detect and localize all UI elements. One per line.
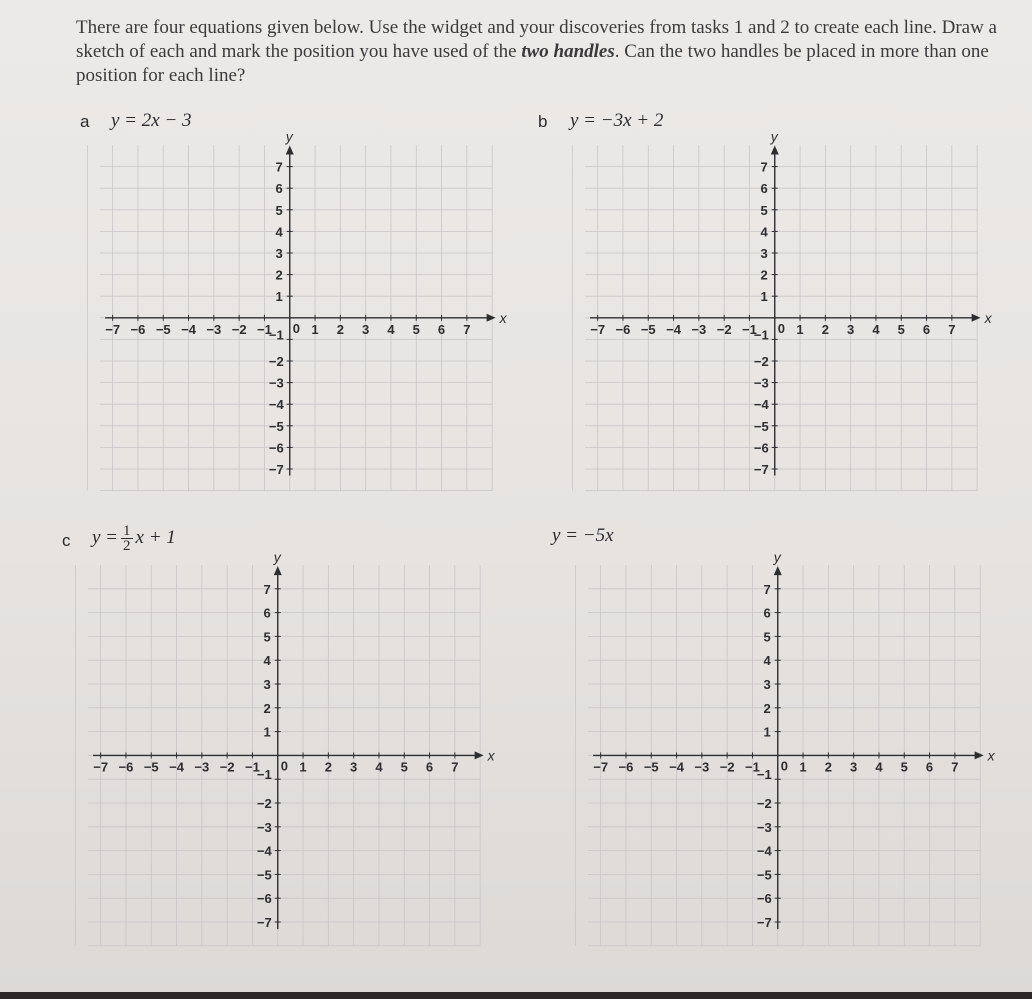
x-tick-label: 3 xyxy=(847,321,855,337)
x-tick-label: −7 xyxy=(93,759,109,775)
question-d-equation: y = −5x xyxy=(552,525,614,546)
y-axis-arrow-icon xyxy=(774,566,782,575)
x-tick-label: −2 xyxy=(716,321,732,337)
y-tick-label: 6 xyxy=(275,181,283,197)
x-tick-label: 6 xyxy=(922,321,931,337)
x-tick-label: 1 xyxy=(299,759,307,775)
x-tick-label: −6 xyxy=(118,759,134,775)
instructions-emphasis: two handles xyxy=(521,41,615,62)
y-tick-label: −1 xyxy=(256,767,272,783)
y-tick-label: 6 xyxy=(263,605,271,621)
y-tick-label: −5 xyxy=(756,867,772,883)
x-tick-label: −5 xyxy=(640,321,656,337)
x-tick-label: −1 xyxy=(245,759,260,775)
x-axis-label: x xyxy=(987,747,995,764)
question-b-equation: y = −3x + 2 xyxy=(570,110,664,131)
y-tick-label: −4 xyxy=(753,397,769,413)
y-tick-label: 3 xyxy=(275,246,283,261)
x-tick-label: 3 xyxy=(350,759,358,775)
x-axis-arrow-icon xyxy=(972,314,981,322)
y-tick-label: −6 xyxy=(268,440,284,456)
y-tick-label: −1 xyxy=(753,327,769,343)
x-tick-label: 4 xyxy=(387,321,395,337)
x-tick-label: 7 xyxy=(948,321,956,337)
x-tick-label: 1 xyxy=(311,321,319,337)
x-tick-label: −7 xyxy=(593,759,609,775)
coordinate-grid-b[interactable] xyxy=(572,128,992,490)
y-tick-label: −7 xyxy=(753,462,769,477)
x-tick-label: 6 xyxy=(437,321,446,337)
y-tick-label: −1 xyxy=(268,327,284,343)
y-tick-label: 5 xyxy=(763,629,771,645)
y-tick-label: −5 xyxy=(753,418,769,434)
y-tick-label: −1 xyxy=(756,767,772,783)
x-tick-label: 7 xyxy=(951,759,959,775)
y-tick-label: 3 xyxy=(763,677,771,692)
page-bottom-edge xyxy=(0,992,1032,999)
y-tick-label: −6 xyxy=(753,440,769,456)
y-axis-arrow-icon xyxy=(286,145,294,154)
coordinate-grid-d[interactable] xyxy=(575,549,995,946)
y-tick-label: 4 xyxy=(760,224,768,240)
x-tick-label: 5 xyxy=(897,321,905,337)
y-tick-label: −3 xyxy=(256,819,272,835)
x-tick-label: −1 xyxy=(745,759,760,775)
x-tick-label: 1 xyxy=(799,759,807,775)
y-tick-label: 1 xyxy=(760,289,768,305)
x-tick-label: −5 xyxy=(143,759,159,775)
y-tick-label: −7 xyxy=(256,915,272,930)
y-axis-label: y xyxy=(770,128,778,145)
y-tick-label: 7 xyxy=(263,581,271,597)
y-tick-label: 2 xyxy=(263,700,271,716)
y-tick-label: −2 xyxy=(256,796,272,811)
y-tick-label: −4 xyxy=(256,843,272,859)
y-tick-label: 3 xyxy=(760,246,768,261)
x-tick-label: −1 xyxy=(257,321,272,337)
x-tick-label: 2 xyxy=(336,321,344,337)
y-tick-label: −5 xyxy=(268,418,284,434)
x-tick-label: 5 xyxy=(412,321,420,337)
x-tick-label: −2 xyxy=(219,759,235,775)
y-tick-label: 4 xyxy=(263,653,271,669)
origin-label: 0 xyxy=(280,758,288,774)
x-tick-label: −6 xyxy=(615,321,631,337)
x-tick-label: 1 xyxy=(796,321,804,337)
y-tick-label: 1 xyxy=(275,289,283,305)
y-tick-label: −6 xyxy=(756,891,772,907)
x-axis-label: x xyxy=(984,309,992,326)
y-axis-arrow-icon xyxy=(771,145,779,154)
x-tick-label: −6 xyxy=(130,321,146,337)
y-tick-label: −4 xyxy=(268,397,284,413)
question-b-letter: b xyxy=(538,112,548,131)
y-tick-label: 7 xyxy=(763,581,771,597)
y-tick-label: −7 xyxy=(756,915,772,930)
x-tick-label: 4 xyxy=(375,759,383,775)
x-tick-label: 3 xyxy=(850,759,858,775)
x-tick-label: 2 xyxy=(324,759,332,775)
y-tick-label: 1 xyxy=(263,724,271,740)
x-tick-label: −2 xyxy=(231,321,247,337)
y-tick-label: 1 xyxy=(763,724,771,740)
y-tick-label: 7 xyxy=(275,159,283,175)
x-tick-label: −3 xyxy=(691,321,707,337)
y-tick-label: −5 xyxy=(256,867,272,883)
y-tick-label: −4 xyxy=(756,843,772,859)
question-c-letter: c xyxy=(62,531,71,550)
instructions-text: There are four equations given below. Use the widget and your discoveries from tasks 1 and 2 to create each line. Draw a sketch of each and mark the position you have used of the two handles. Can the two handles be placed in more than one position for each line? xyxy=(76,17,997,86)
x-tick-label: −4 xyxy=(669,759,684,775)
x-tick-label: −3 xyxy=(194,759,210,775)
y-tick-label: 2 xyxy=(275,267,283,283)
x-tick-label: −7 xyxy=(105,321,121,337)
fraction-one-half: $\frac{1}{2}$ xyxy=(123,523,131,554)
question-a-equation: y = 2x − 3 xyxy=(111,110,192,131)
x-tick-label: 6 xyxy=(925,759,934,775)
origin-label: 0 xyxy=(780,758,788,774)
y-tick-label: −7 xyxy=(268,462,284,477)
y-tick-label: −2 xyxy=(753,354,769,369)
y-tick-label: −6 xyxy=(256,891,272,907)
y-axis-label: y xyxy=(273,549,281,566)
x-tick-label: 2 xyxy=(824,759,832,775)
x-tick-label: −4 xyxy=(169,759,184,775)
x-tick-label: −7 xyxy=(590,321,606,337)
x-tick-label: −4 xyxy=(666,321,681,337)
x-tick-label: −3 xyxy=(694,759,710,775)
y-tick-label: −2 xyxy=(756,796,772,811)
y-tick-label: 7 xyxy=(760,159,768,175)
x-tick-label: 3 xyxy=(362,321,370,337)
x-axis-arrow-icon xyxy=(487,314,496,322)
y-tick-label: −3 xyxy=(753,375,769,391)
x-tick-label: 5 xyxy=(900,759,908,775)
x-tick-label: −6 xyxy=(618,759,634,775)
x-axis-arrow-icon xyxy=(475,751,484,759)
coordinate-grid-c[interactable] xyxy=(75,549,495,946)
origin-label: 0 xyxy=(292,320,300,336)
y-tick-label: 3 xyxy=(263,677,271,692)
y-tick-label: 5 xyxy=(263,629,271,645)
x-tick-label: −5 xyxy=(155,321,171,337)
y-tick-label: −3 xyxy=(756,819,772,835)
x-tick-label: −3 xyxy=(206,321,222,337)
y-tick-label: 6 xyxy=(763,605,771,621)
y-tick-label: −2 xyxy=(268,354,284,369)
y-tick-label: 4 xyxy=(763,653,771,669)
coordinate-grid-a[interactable] xyxy=(87,128,507,490)
x-tick-label: 5 xyxy=(400,759,408,775)
y-tick-label: 4 xyxy=(275,224,283,240)
y-axis-label: y xyxy=(773,549,781,566)
x-tick-label: 4 xyxy=(875,759,883,775)
x-tick-label: −4 xyxy=(181,321,196,337)
y-tick-label: 2 xyxy=(760,267,768,283)
x-axis-arrow-icon xyxy=(975,751,984,759)
y-tick-label: −3 xyxy=(268,375,284,391)
x-tick-label: −5 xyxy=(643,759,659,775)
origin-label: 0 xyxy=(777,320,785,336)
question-a-letter: a xyxy=(80,112,90,131)
x-axis-label: x xyxy=(499,309,507,326)
x-axis-label: x xyxy=(487,747,495,764)
x-tick-label: −1 xyxy=(742,321,757,337)
y-tick-label: 5 xyxy=(760,202,768,218)
y-tick-label: 5 xyxy=(275,202,283,218)
x-tick-label: 6 xyxy=(425,759,434,775)
y-tick-label: 6 xyxy=(760,181,768,197)
x-tick-label: 2 xyxy=(821,321,829,337)
x-tick-label: −2 xyxy=(719,759,735,775)
question-c-equation: y = $\frac{1}{2}$ x + 1 xyxy=(92,523,176,554)
x-tick-label: 7 xyxy=(451,759,459,775)
x-tick-label: 4 xyxy=(872,321,880,337)
y-tick-label: 2 xyxy=(763,700,771,716)
x-tick-label: 7 xyxy=(463,321,471,337)
y-axis-label: y xyxy=(285,128,293,145)
y-axis-arrow-icon xyxy=(274,566,282,575)
